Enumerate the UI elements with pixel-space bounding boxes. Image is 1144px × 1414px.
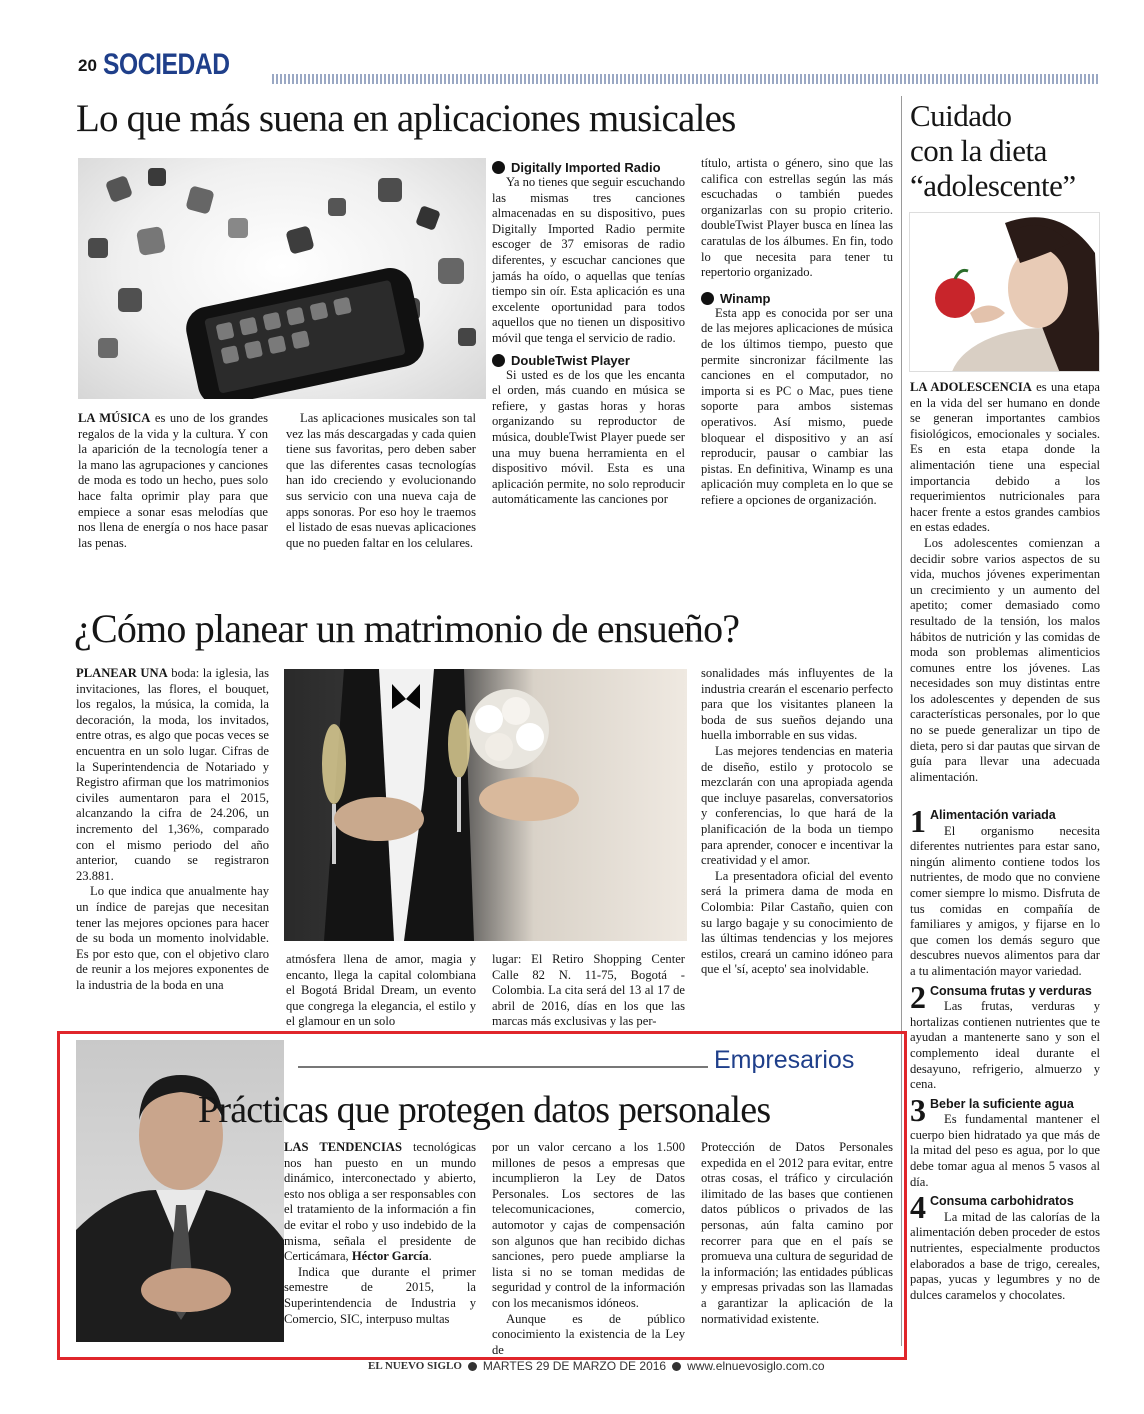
bullet-icon [701,292,714,305]
business-photo [76,1040,284,1342]
wedding-col3: lugar: El Retiro Shopping Center Calle 82 N. 11-75, Bogotá - Colombia. La cita será del 13 al 17 de abril de 2016, días en los que las marcas más exclusivas y las per- [492,952,685,1029]
app-heading-winamp: Winamp [701,291,893,306]
business-col2: por un valor cercano a los 1.500 millones de pesos a empresas que incumplieron la Ley de Datos Personales. Los sectores de las telecomunicaciones, comercio, automotor y cajas de compensación son algunos que han recibido dichas sanciones, pero puede ampliarse la lista si no se toman medidas de seguridad y control de la información con los mecanismos idóneos. Aunque es de público conocimiento la existencia de la Ley de [492,1140,685,1357]
app-heading-digitally: Digitally Imported Radio [492,160,685,175]
business-col1: LAS TENDENCIAS tecnológicas nos han puesto en un mundo dinámico, interconectado y abierto, esto nos obliga a ser responsables con el tratamiento de la información a fin de evitar el robo y uso indebido de la misma, señala el presidente de Certicámara, Héctor García. Indica que durante el primer semestre de 2015, la Superintendencia de Industria y Comercio, SIC, interpuso multas [284,1140,476,1326]
section-title: SOCIEDAD [103,48,230,81]
tip-2: 2 Consuma frutas y verduras Las frutas, verduras y hortalizas contienen nutrientes que te ayudan a mantenerte sano y son el complemento ideal durante el desayuno, refrigerio, almuerzo y cena. [910,978,1100,1092]
tip-3: 3 Beber la suficiente agua Es fundamental mantener el cuerpo bien hidratado ya que más de la mitad del peso es agua, por lo que debe tomar agua al menos 5 vasos al día. [910,1091,1100,1189]
wedding-col2: atmósfera llena de amor, magia y encanto, llega la capital colombiana el Bogotá Bridal Dream, un evento que congrega la elegancia, el estilo y el glamour en un solo [286,952,476,1029]
music-col2: Las aplicaciones musicales son tal vez las más descargadas y cada quien tiene sus favoritas, pero deben saber que las diferentes casas tecnologías han ido creciendo y evolucionando sus servicio con una nueva caja de apps sonoras. Por eso hoy le traemos el listado de esas nuevas aplicaciones que no pueden faltar en los celulares. [286,411,476,550]
music-col1: LA MÚSICA es uno de los grandes regalos de la vida y la cultura. Y con la aparición de la tecnología tener a la mano las agrupaciones y canciones de moda es todo un hecho, pues solo hace falta oprimir play para que empiece a sonar esas melodías que nos llena de energía o nos hace pasar las penas. [78,411,268,550]
diet-tips [910,803,1100,1303]
wedding-headline: ¿Cómo planear un matrimonio de ensueño? [74,606,740,651]
wedding-col4: sonalidades más influyentes de la industria crearán el escenario perfecto para que los visitantes planeen la boda de sus sueños dejando una huella imborrable en sus vidas. Las mejores tendencias en materia de diseño, estilo y protocolo se mezclarán con una apropiada agenda que incluye pasarelas, conversatorios y conferencias, lo que hará de la planificación de la boda un tiempo para aprender, conocer e incentivar la creatividad y el amor. La presentadora oficial del evento será la primera dama de moda en Colombia: Pilar Castaño, quien con su largo bagaje y su conocimiento de las últimas tendencias y los mejores estilos, creará un camino idóneo para que el 'sí, acepto' sea inolvidable. [701,666,893,977]
footer [368,1356,825,1376]
business-col3: Protección de Datos Personales expedida en el 2012 para evitar, entre otras cosas, el tráfico y circulación ilimitado de las bases que contienen datos públicos o privados de las personas, aún falta camino por recorrer para que en el país se promueva una cultura de seguridad de la información; las entidades públicas y empresas privadas son las llamadas a garantizar la aplicación de la normatividad existente. [701,1140,893,1326]
music-col3 [492,156,685,508]
bullet-icon [492,354,505,367]
footer-paper: EL NUEVO SIGLO [368,1360,462,1372]
app-text-digitally: Ya no tienes que seguir escuchando las mismas tres canciones almacenadas en su dispositivo, pues Digitally Imported Radio permite escoger de 37 emisoras de radio diferentes, y escuchar canciones que jamás ha oído, o aquellas que tenías tiempo sin oír. Esta aplicación es una excelente oportunidad para todos aquellos que no tienen un dispositivo móvil que tenga el servicio de radio. [492,175,685,345]
wedding-col1: PLANEAR UNA boda: la iglesia, las invitaciones, las flores, el bouquet, los regalos, la música, la comida, la decoración, la moda, los invitados, entre otras, es algo que pocas veces se encuentra en un solo lugar. Cifras de la Superintendencia de Notariado y Registro afirman que los matrimonios civiles aumentaron para el 2015, alcanzando la cifra de 24.206, un incremento del 1,36%, comparado con el mismo periodo del año anterior, cuando se registraron 23.881. Lo que indica que anualmente hay un índice de parejas que necesitan tener las mejores opciones para hacer de su boda un momento inolvidable. Es por esto que, con el objetivo claro de reunir a los mejores exponentes de la industria de la boda en una [76,666,269,992]
diet-intro: LA ADOLESCENCIA es una etapa en la vida del ser humano en donde se generan importantes cambios fisiológicos, emocionales y sociales. Es en esta etapa donde la alimentación tiene una especial importancia debido a los requerimientos nutricionales para hacer frente a estos grandes cambios en estas edades. Los adolescentes comienzan a decidir sobre varios aspectos de su vida, muchos jóvenes experimentan un crecimiento y un aumento del apetito; comer demasiado como resultado de la tensión, los malos hábitos de nutrición y las comidas de moda son problemas alimenticios comunes entre los jóvenes. Las necesidades son muy distintas entre los adolescentes y dependen de sus características personales, por lo que no se puede generalizar un tipo de dieta, pero si dar pautas que sirvan de guía para llevar una adecuada alimentación. [910,380,1100,784]
diet-photo [909,212,1100,372]
footer-bullet-icon [672,1362,681,1371]
page-number: 20 [78,56,97,75]
music-headline: Lo que más suena en aplicaciones musicales [76,97,736,140]
music-col4: título, artista o género, sino que las califica con estrellas según las más escuchadas o también puedes organizarlas con su propio criterio. doubleTwist Player busca en línea las caratulas de los álbumes. En fin, todo lo que necesita para tener tu repertorio organizado. Winamp Esta app es conocida por ser una de las mejores aplicaciones de música de los últimos tiempo, puesto que permite sincronizar fácilmente las canciones en el computador, no importa si es PC o Mac, pues tiene soporte para ambos sistemas operativos. Así mismo, puede bloquear el dispositivo y an así reproducir, pausar o cambiar las pistas. En definitiva, Winamp es una aplicación muy completa en lo que se refiere a opciones de organización. [701,156,893,507]
footer-url[interactable]: www.elnuevosiglo.com.co [687,1359,825,1373]
footer-date: MARTES 29 DE MARZO DE 2016 [482,1359,667,1373]
bullet-icon [492,161,505,174]
section-rule [272,74,1098,84]
business-rule [298,1066,708,1068]
business-tag: Empresarios [714,1046,855,1074]
app-text-doubletwist: Si usted es de los que les encanta el orden, más cuando en música se refiere, y gastas horas y horas organizando su reproductor de música, doubleTwist Player puede ser una muy buena herramienta en el dispositivo móvil. Esta es una aplicación permite, no solo reproducir automáticamente las canciones por [492,367,685,507]
diet-headline: Cuidado con la dieta “adolescente” [910,98,1076,203]
tip-4: 4 Consuma carbohidratos La mitad de las calorías de la alimentación deben proceder de estos nutrientes, especialmente productos elaborados a base de trigo, cereales, papas, yucas y legumbres y no de dulces caramelos y chocolates. [910,1189,1100,1302]
tip-1: 1 Alimentación variada El organismo necesita diferentes nutrientes para estar sano, ningún alimento contiene todos los nutrientes, de modo que no conviene comer siempre lo mismo. Disfruta de tus comidas en compañía de familiares y amigos, y fijarse en lo que comen los demás seguro que descubres nuevos alimentos para dar a tu alimentación mayor variedad. [910,803,1100,978]
footer-bullet-icon [468,1362,477,1371]
app-heading-doubletwist: DoubleTwist Player [492,353,685,368]
business-headline: Prácticas que protegen datos personales [198,1089,771,1131]
music-photo [78,158,486,399]
wedding-photo [284,669,687,941]
